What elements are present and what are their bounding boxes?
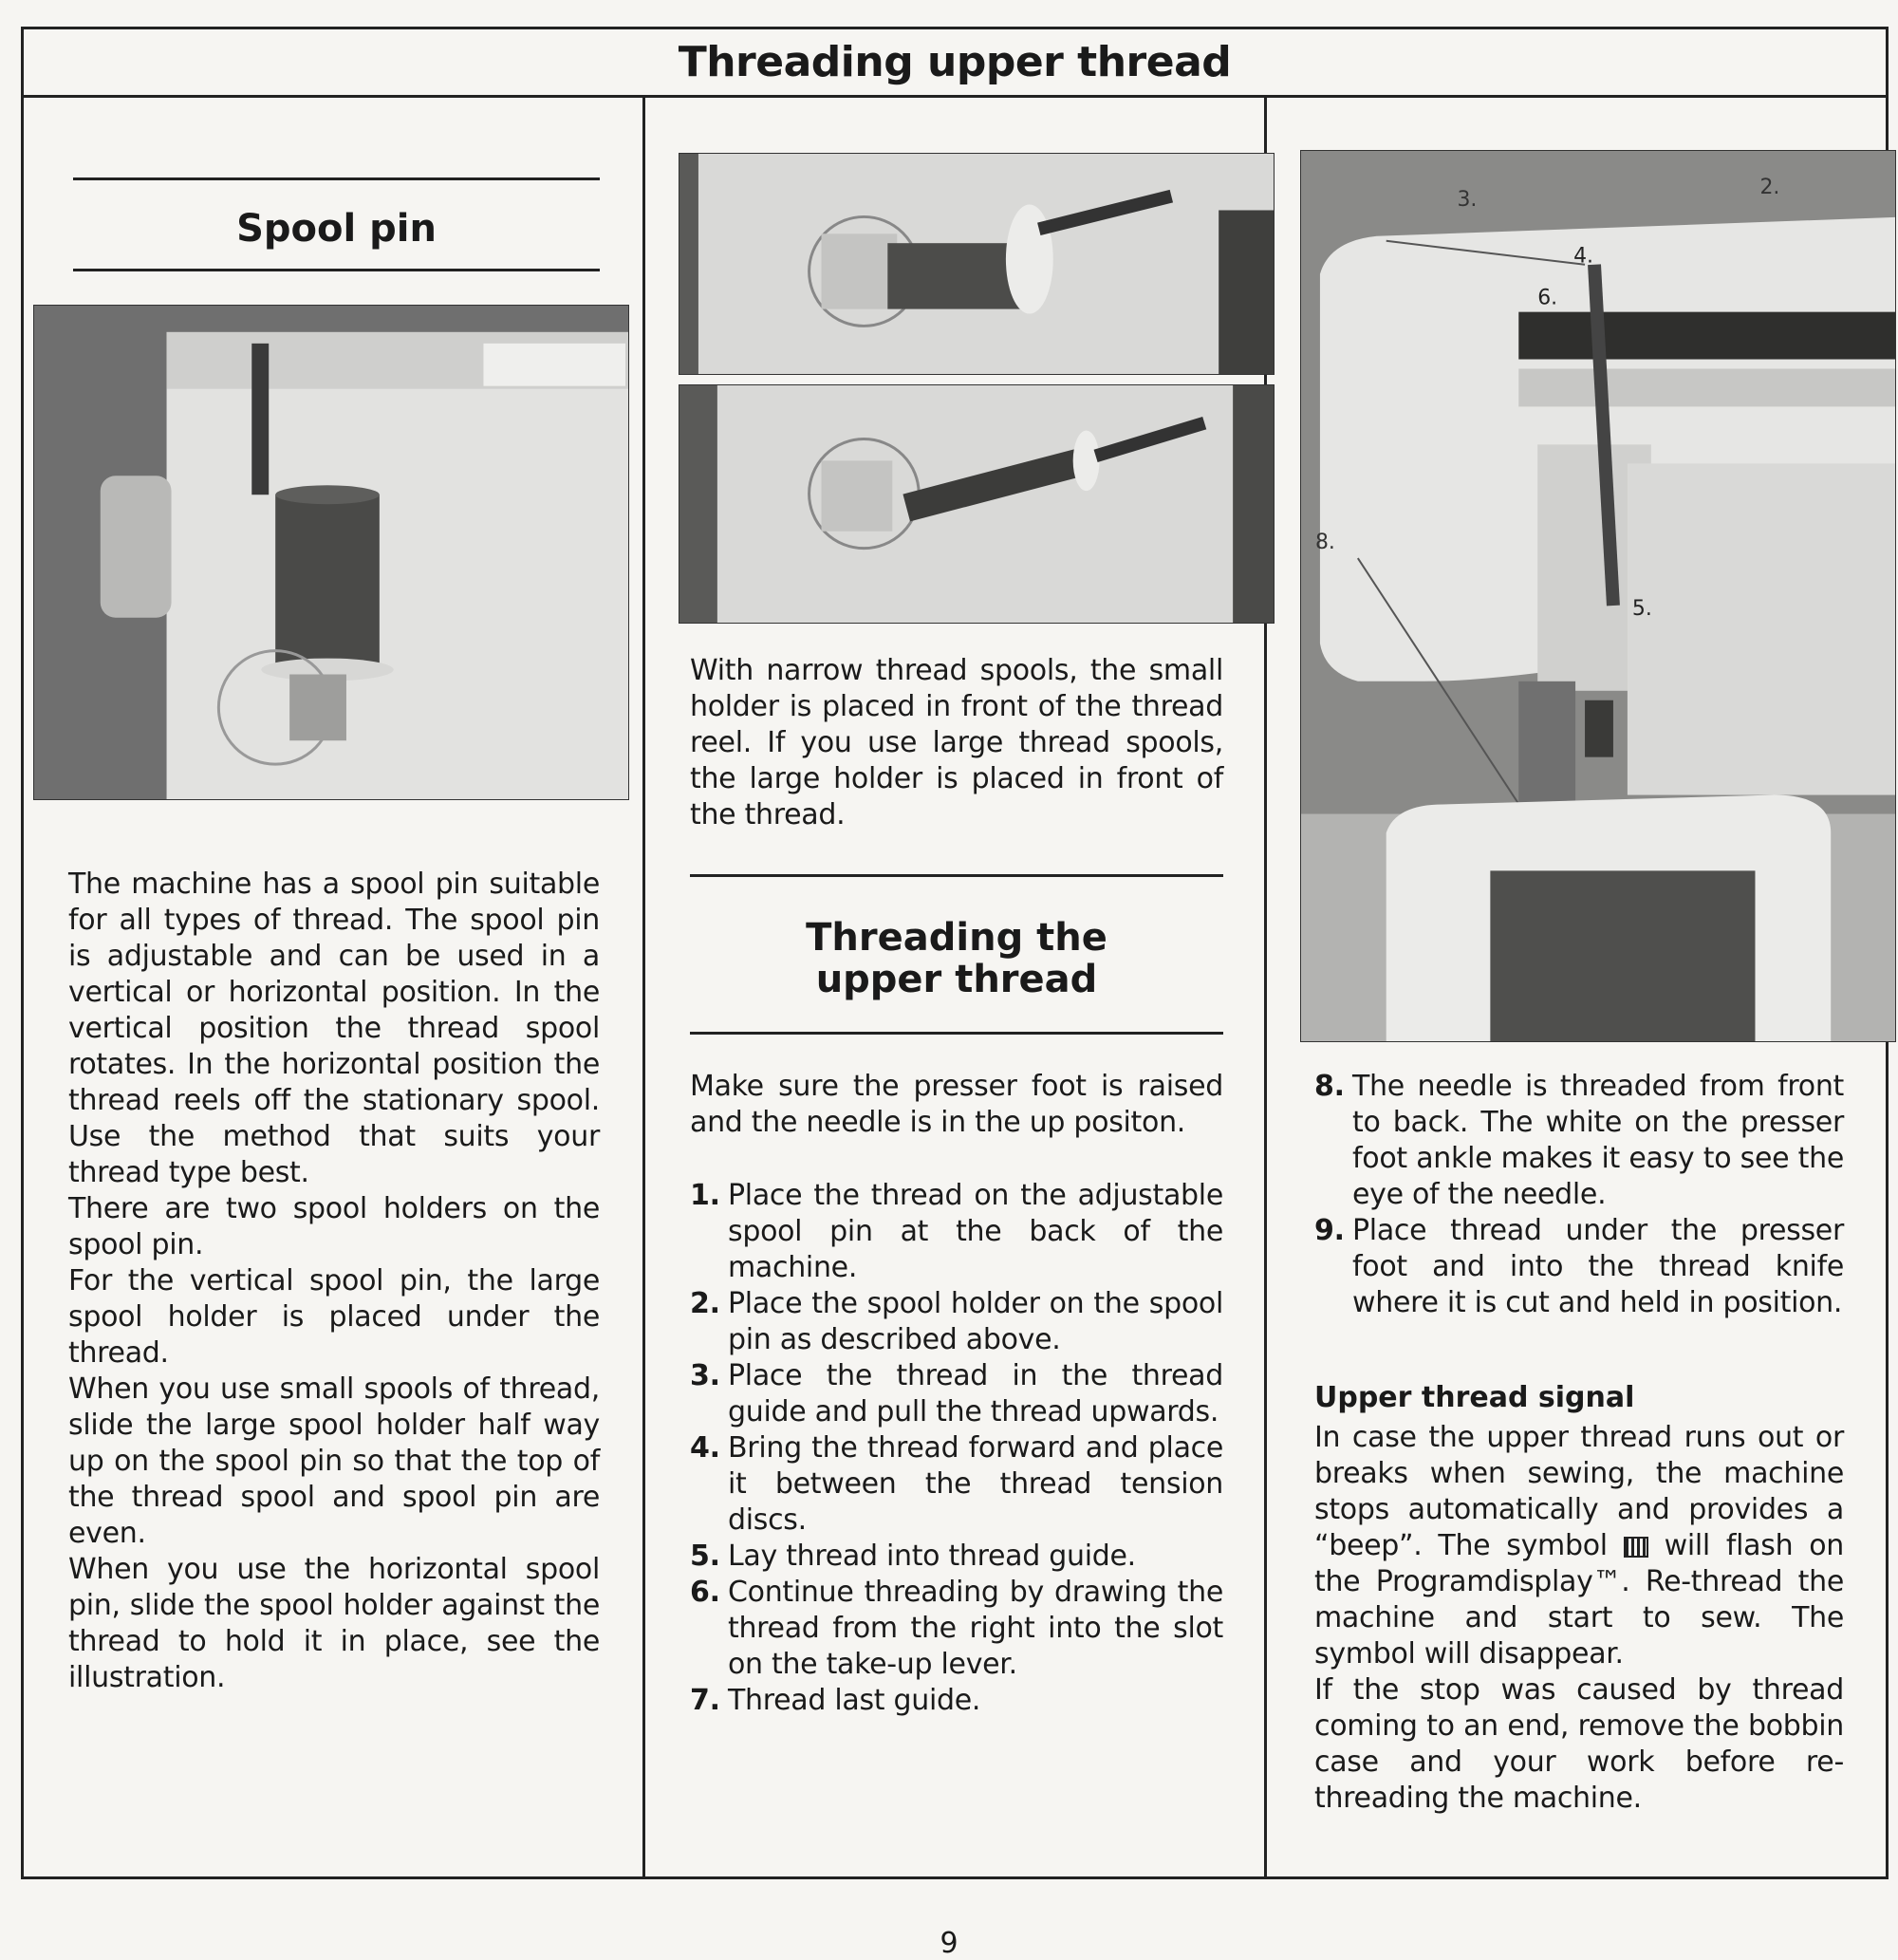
paragraph: The machine has a spool pin suitable for all types of thread. The spool pin is adjustable and can be used in a vertical or horizontal position. In the vertical position the thread spool rotates. In the horizontal position the thread reels off the stationary spool. Use the method that suits your thread type best.	[68, 868, 600, 1189]
step-text: Place thread under the presser foot and into the thread knife where it is cut and held in position.	[1352, 1214, 1844, 1319]
step-item	[1314, 1069, 1844, 1213]
step-text: Place the thread in the thread guide and pull the thread upwards.	[728, 1359, 1223, 1428]
step-number: 6.	[690, 1576, 720, 1609]
photo-label: 8.	[1314, 531, 1335, 555]
spool-pin-heading: Spool pin	[236, 207, 437, 251]
paragraph: There are two spool holders on the spool pin.	[68, 1192, 600, 1261]
step-number: 3.	[690, 1359, 720, 1392]
step-text: Place the spool holder on the spool pin as described above.	[728, 1287, 1223, 1356]
step-number: 9.	[1314, 1214, 1345, 1247]
divider	[690, 1032, 1223, 1035]
divider	[73, 177, 600, 180]
paragraph: When you use small spools of thread, slide the large spool holder half way up on the spool pin so that the top of the thread spool and spool pin are even.	[68, 1372, 600, 1550]
step-number: 5.	[690, 1540, 720, 1573]
threading-intro: Make sure the presser foot is raised and the needle is in the up positon.	[690, 1070, 1223, 1139]
signal-text-part: In case the upper thread runs out or breaks when sewing, the machine stops automatically and provides a “beep”. The symbol	[1314, 1421, 1844, 1562]
signal-paragraph	[1314, 1420, 1844, 1672]
step-text: Lay thread into thread guide.	[728, 1540, 1136, 1573]
step-item	[690, 1430, 1223, 1539]
threading-path-column	[1267, 98, 1889, 1879]
step-number: 7.	[690, 1684, 720, 1717]
upper-thread-signal-heading: Upper thread signal	[1314, 1381, 1635, 1414]
paragraph: When you use the horizontal spool pin, slide the spool holder against the thread to hold it in place, see the illustration.	[68, 1553, 600, 1694]
small-holder-photo	[679, 384, 1275, 624]
step-number: 4.	[690, 1431, 720, 1465]
step-text: Bring the thread forward and place it between the thread tension discs.	[728, 1431, 1223, 1537]
step-item	[690, 1286, 1223, 1358]
photo-label: 2.	[1759, 175, 1780, 199]
photo-label: 5.	[1631, 596, 1652, 621]
step-number: 8.	[1314, 1070, 1345, 1103]
paragraph: For the vertical spool pin, the large spool holder is placed under the thread.	[68, 1264, 600, 1370]
photo-label: 6.	[1537, 286, 1558, 310]
step-text: The needle is threaded from front to back. The white on the presser foot ankle makes it easy to see the eye of the needle.	[1352, 1070, 1844, 1211]
threading-steps	[690, 1178, 1223, 1719]
step-item	[690, 1358, 1223, 1430]
divider	[690, 874, 1223, 877]
step-text: Place the thread on the adjustable spool pin at the back of the machine.	[728, 1179, 1223, 1284]
page-number: 9	[940, 1927, 958, 1960]
photo-label: 4.	[1573, 244, 1594, 269]
threading-heading-line1: Threading the	[806, 916, 1107, 960]
step-item	[690, 1539, 1223, 1575]
step-item	[690, 1575, 1223, 1683]
step-text: Thread last guide.	[728, 1684, 981, 1717]
spool-pin-column	[24, 98, 642, 1879]
step-number: 1.	[690, 1179, 720, 1212]
spool-pin-photo	[33, 305, 629, 800]
holder-caption: With narrow thread spools, the small holder is placed in front of the thread reel. If you use large thread spools, the large holder is placed in front of the thread.	[690, 654, 1223, 831]
photo-label: 3.	[1457, 187, 1478, 212]
threading-heading-line2: upper thread	[815, 958, 1098, 1001]
step-number: 2.	[690, 1287, 720, 1320]
threading-path-photo	[1300, 150, 1896, 1042]
page-title: Threading upper thread	[24, 29, 1886, 98]
divider	[73, 269, 600, 271]
signal-text-part: will flash on the Programdisplay™. Re-thread the machine and start to sew. The symbol will disappear.	[1314, 1529, 1844, 1671]
spool-pin-text	[68, 867, 600, 1696]
threading-column	[645, 98, 1264, 1879]
step-text: Continue threading by drawing the thread from the right into the slot on the take-up lever.	[728, 1576, 1223, 1681]
threading-steps-continued	[1314, 1069, 1844, 1321]
upper-thread-signal-text	[1314, 1420, 1844, 1817]
signal-paragraph: If the stop was caused by thread coming to an end, remove the bobbin case and your work before re-threading the machine.	[1314, 1673, 1844, 1815]
step-item	[1314, 1213, 1844, 1321]
step-item	[690, 1683, 1223, 1719]
page-frame	[21, 27, 1889, 1879]
step-item	[690, 1178, 1223, 1286]
thread-symbol-icon	[1624, 1537, 1648, 1558]
large-holder-photo	[679, 153, 1275, 375]
